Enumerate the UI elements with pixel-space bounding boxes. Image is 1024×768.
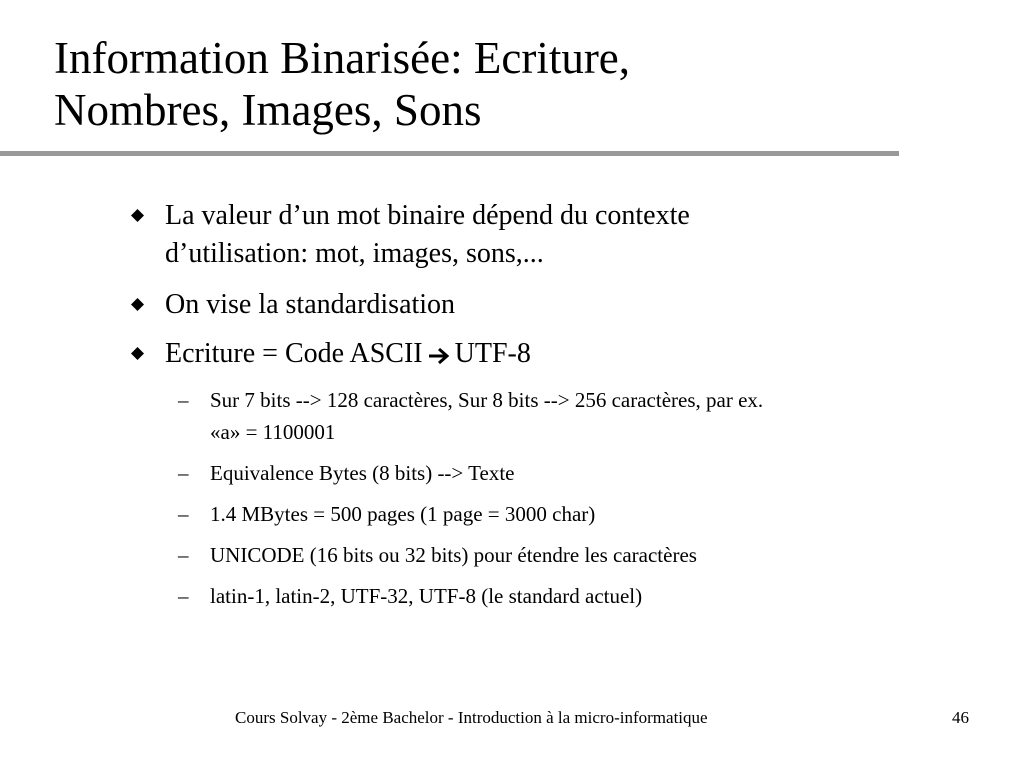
right-arrow-icon	[427, 347, 451, 365]
bullet-item-3-before-arrow: Ecriture = Code ASCII	[165, 338, 423, 369]
sub-bullet-item-3	[210, 498, 980, 530]
sub-bullet-item-3-line-1: 1.4 MBytes = 500 pages (1 page = 3000 char)	[210, 502, 596, 526]
bullet-item-2-line-1: On vise la standardisation	[165, 289, 456, 320]
sub-bullet-item-5	[210, 580, 980, 612]
slide-title-line-2: Nombres, Images, Sons	[54, 85, 482, 135]
sub-bullet-item-5-line-1: latin-1, latin-2, UTF-32, UTF-8 (le standard actuel)	[210, 584, 643, 608]
sub-bullet-dash: –	[178, 461, 189, 485]
sub-bullet-dash: –	[178, 543, 189, 567]
sub-bullet-dash: –	[178, 502, 189, 526]
diamond-bullet-icon	[131, 347, 144, 360]
bullet-item-1-line-1: La valeur d’un mot binaire dépend du contexte	[165, 200, 690, 231]
sub-bullet-item-1-line-2: «a» = 1100001	[210, 420, 336, 444]
bullet-item-2	[165, 286, 865, 324]
diamond-bullet-icon	[131, 298, 144, 311]
slide-title-line-1: Information Binarisée: Ecriture,	[54, 33, 631, 83]
bullet-item-1	[165, 197, 865, 273]
bullet-item-3-line-1	[165, 335, 865, 373]
bullet-item-3-after-arrow: UTF-8	[454, 338, 531, 369]
diamond-bullet-icon	[131, 209, 144, 222]
sub-bullet-item-1-line-1: Sur 7 bits --> 128 caractères, Sur 8 bits --> 256 caractères, par ex.	[210, 388, 764, 412]
bullet-item-3	[165, 335, 865, 373]
sub-bullet-item-2-line-1: Equivalence Bytes (8 bits) --> Texte	[210, 461, 515, 485]
sub-bullet-dash: –	[178, 388, 189, 412]
page-number: 46	[952, 708, 969, 727]
sub-bullet-item-4-line-1: UNICODE (16 bits ou 32 bits) pour étendre les caractères	[210, 543, 697, 567]
sub-bullet-item-4	[210, 539, 980, 571]
bullet-item-1-line-2: d’utilisation: mot, images, sons,...	[165, 238, 544, 269]
sub-bullet-item-1	[210, 384, 980, 448]
sub-bullet-dash: –	[178, 584, 189, 608]
sub-bullet-item-2	[210, 457, 980, 489]
footer-course-label: Cours Solvay - 2ème Bachelor - Introduction à la micro-informatique	[235, 708, 708, 727]
